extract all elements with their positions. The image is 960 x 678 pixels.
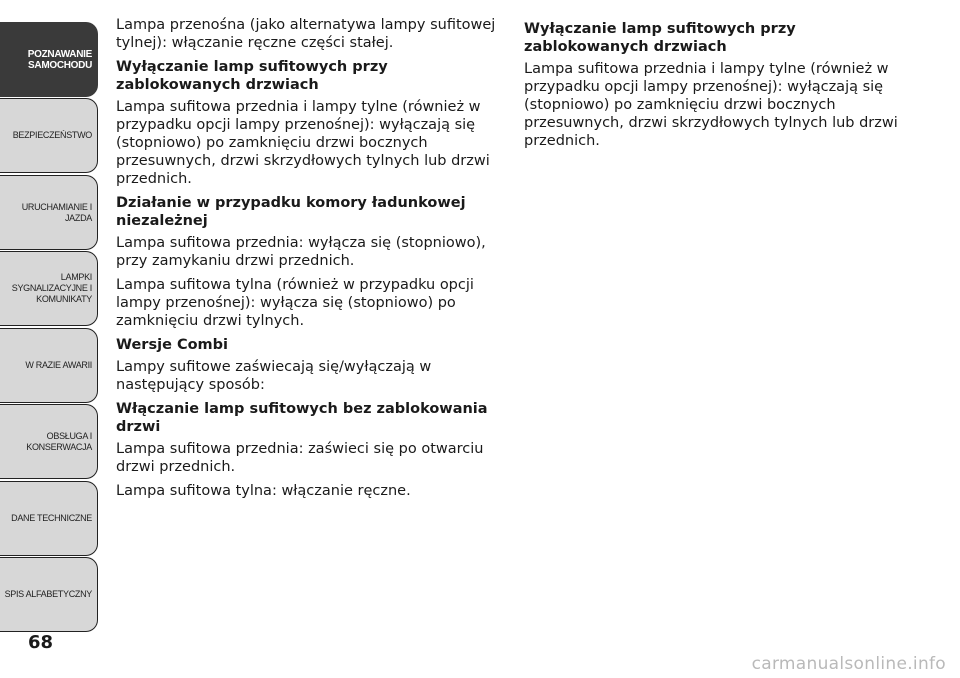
tab-spis-alfabetyczny[interactable]: SPIS ALFABETYCZNY	[0, 557, 98, 632]
right-column	[524, 20, 924, 156]
page-number: 68	[28, 632, 54, 653]
section-heading: Działanie w przypadku komory ładunkowej niezależnej	[116, 195, 466, 229]
paragraph: Lampa sufitowa przednia: wyłącza się (stopniowo), przy zamykaniu drzwi przednich.	[116, 235, 486, 269]
section-heading: Wyłączanie lamp sufitowych przy zablokowanych drzwiach	[116, 59, 388, 93]
watermark: carmanualsonline.info	[751, 654, 946, 674]
paragraph: Lampa sufitowa tylna: włączanie ręczne.	[116, 483, 411, 499]
paragraph: Lampa przenośna (jako alternatywa lampy sufitowej tylnej): włączanie ręczne części stałej.	[116, 17, 496, 51]
tab-poznawanie-samochodu[interactable]: POZNAWANIE SAMOCHODU	[0, 22, 98, 97]
paragraph: Lampa sufitowa przednia i lampy tylne (również w przypadku opcji lampy przenośnej): wyłączają się (stopniowo) po zamknięciu drzwi bocznych przesuwnych, drzwi skrzydłowych tylnych lub drzwi przednich.	[116, 99, 490, 187]
tab-bezpieczenstwo[interactable]: BEZPIECZEŃSTWO	[0, 98, 98, 173]
section-heading: Wyłączanie lamp sufitowych przy zablokowanych drzwiach	[524, 21, 796, 55]
tab-lampki-sygnalizacyjne[interactable]: LAMPKI SYGNALIZACYJNE I KOMUNIKATY	[0, 251, 98, 326]
left-column	[116, 16, 506, 506]
section-heading: Wersje Combi	[116, 337, 229, 353]
tab-w-razie-awarii[interactable]: W RAZIE AWARII	[0, 328, 98, 403]
paragraph: Lampy sufitowe zaświecają się/wyłączają w następujący sposób:	[116, 359, 432, 393]
paragraph: Lampa sufitowa przednia i lampy tylne (również w przypadku opcji lampy przenośnej): wyłączają się (stopniowo) po zamknięciu drzwi bocznych przesuwnych, drzwi skrzydłowych tylnych lub drzwi przednich.	[524, 61, 898, 149]
tab-uruchamianie-i-jazda[interactable]: URUCHAMIANIE I JAZDA	[0, 175, 98, 250]
tab-obsluga-i-konserwacja[interactable]: OBSŁUGA I KONSERWACJA	[0, 404, 98, 479]
paragraph: Lampa sufitowa tylna (również w przypadku opcji lampy przenośnej): wyłącza się (stopniowo) po zamknięciu drzwi tylnych.	[116, 277, 474, 329]
section-heading: Włączanie lamp sufitowych bez zablokowania drzwi	[116, 401, 488, 435]
tab-dane-techniczne[interactable]: DANE TECHNICZNE	[0, 481, 98, 556]
paragraph: Lampa sufitowa przednia: zaświeci się po otwarciu drzwi przednich.	[116, 441, 484, 475]
